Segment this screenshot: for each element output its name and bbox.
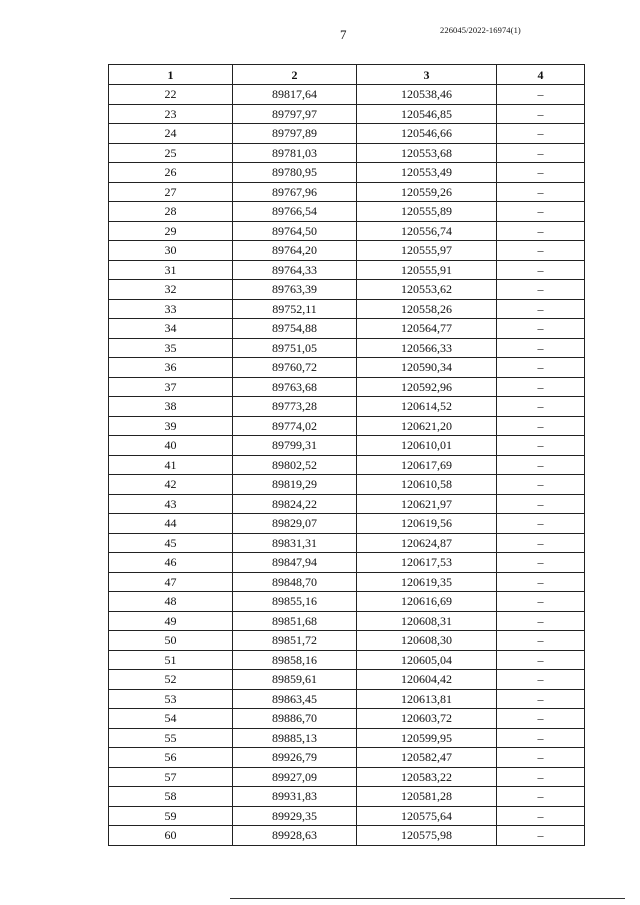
point-number-cell: 50 — [109, 631, 233, 651]
y-coordinate-cell: 120559,26 — [357, 182, 497, 202]
table-row — [109, 631, 585, 651]
point-number-cell: 24 — [109, 124, 233, 144]
footer-divider — [230, 898, 625, 899]
y-coordinate-cell: 120599,95 — [357, 728, 497, 748]
x-coordinate-cell: 89764,50 — [233, 221, 357, 241]
coordinates-table — [108, 64, 585, 846]
x-coordinate-cell: 89851,72 — [233, 631, 357, 651]
point-number-cell: 57 — [109, 767, 233, 787]
table-row — [109, 397, 585, 417]
point-number-cell: 55 — [109, 728, 233, 748]
table-row — [109, 436, 585, 456]
document-reference: 226045/2022-16974(1) — [440, 25, 521, 35]
point-number-cell: 28 — [109, 202, 233, 222]
table-row — [109, 241, 585, 261]
table-row — [109, 494, 585, 514]
x-coordinate-cell: 89824,22 — [233, 494, 357, 514]
note-cell: – — [497, 436, 585, 456]
table-row — [109, 650, 585, 670]
y-coordinate-cell: 120556,74 — [357, 221, 497, 241]
y-coordinate-cell: 120614,52 — [357, 397, 497, 417]
table-row — [109, 338, 585, 358]
table-row — [109, 202, 585, 222]
note-cell: – — [497, 377, 585, 397]
table-row — [109, 280, 585, 300]
point-number-cell: 54 — [109, 709, 233, 729]
point-number-cell: 35 — [109, 338, 233, 358]
y-coordinate-cell: 120583,22 — [357, 767, 497, 787]
x-coordinate-cell: 89797,97 — [233, 104, 357, 124]
table-row — [109, 709, 585, 729]
table-row — [109, 104, 585, 124]
note-cell: – — [497, 514, 585, 534]
table-row — [109, 260, 585, 280]
point-number-cell: 44 — [109, 514, 233, 534]
note-cell: – — [497, 572, 585, 592]
point-number-cell: 46 — [109, 553, 233, 573]
x-coordinate-cell: 89802,52 — [233, 455, 357, 475]
x-coordinate-cell: 89760,72 — [233, 358, 357, 378]
x-coordinate-cell: 89855,16 — [233, 592, 357, 612]
note-cell: – — [497, 338, 585, 358]
y-coordinate-cell: 120605,04 — [357, 650, 497, 670]
column-header-1: 1 — [109, 65, 233, 85]
point-number-cell: 59 — [109, 806, 233, 826]
table-row — [109, 163, 585, 183]
table-row — [109, 767, 585, 787]
x-coordinate-cell: 89829,07 — [233, 514, 357, 534]
point-number-cell: 58 — [109, 787, 233, 807]
x-coordinate-cell: 89764,20 — [233, 241, 357, 261]
table-row — [109, 572, 585, 592]
y-coordinate-cell: 120581,28 — [357, 787, 497, 807]
note-cell: – — [497, 319, 585, 339]
table-row — [109, 377, 585, 397]
point-number-cell: 38 — [109, 397, 233, 417]
y-coordinate-cell: 120621,97 — [357, 494, 497, 514]
table-row — [109, 592, 585, 612]
y-coordinate-cell: 120592,96 — [357, 377, 497, 397]
table-row — [109, 475, 585, 495]
point-number-cell: 25 — [109, 143, 233, 163]
note-cell: – — [497, 299, 585, 319]
note-cell: – — [497, 143, 585, 163]
point-number-cell: 47 — [109, 572, 233, 592]
note-cell: – — [497, 592, 585, 612]
note-cell: – — [497, 475, 585, 495]
table-row — [109, 221, 585, 241]
point-number-cell: 30 — [109, 241, 233, 261]
y-coordinate-cell: 120564,77 — [357, 319, 497, 339]
x-coordinate-cell: 89851,68 — [233, 611, 357, 631]
point-number-cell: 31 — [109, 260, 233, 280]
table-row — [109, 85, 585, 105]
note-cell: – — [497, 533, 585, 553]
table-row — [109, 182, 585, 202]
point-number-cell: 34 — [109, 319, 233, 339]
point-number-cell: 40 — [109, 436, 233, 456]
table-row — [109, 319, 585, 339]
note-cell: – — [497, 358, 585, 378]
x-coordinate-cell: 89817,64 — [233, 85, 357, 105]
x-coordinate-cell: 89754,88 — [233, 319, 357, 339]
table-row — [109, 728, 585, 748]
note-cell: – — [497, 397, 585, 417]
point-number-cell: 32 — [109, 280, 233, 300]
point-number-cell: 33 — [109, 299, 233, 319]
point-number-cell: 49 — [109, 611, 233, 631]
y-coordinate-cell: 120575,98 — [357, 826, 497, 846]
y-coordinate-cell: 120617,53 — [357, 553, 497, 573]
note-cell: – — [497, 767, 585, 787]
x-coordinate-cell: 89885,13 — [233, 728, 357, 748]
table-header-row — [109, 65, 585, 85]
x-coordinate-cell: 89886,70 — [233, 709, 357, 729]
x-coordinate-cell: 89863,45 — [233, 689, 357, 709]
y-coordinate-cell: 120616,69 — [357, 592, 497, 612]
y-coordinate-cell: 120553,49 — [357, 163, 497, 183]
table-row — [109, 826, 585, 846]
note-cell: – — [497, 611, 585, 631]
note-cell: – — [497, 748, 585, 768]
table-row — [109, 124, 585, 144]
x-coordinate-cell: 89797,89 — [233, 124, 357, 144]
table-row — [109, 670, 585, 690]
x-coordinate-cell: 89764,33 — [233, 260, 357, 280]
y-coordinate-cell: 120558,26 — [357, 299, 497, 319]
x-coordinate-cell: 89926,79 — [233, 748, 357, 768]
note-cell: – — [497, 280, 585, 300]
note-cell: – — [497, 455, 585, 475]
table-row — [109, 787, 585, 807]
point-number-cell: 36 — [109, 358, 233, 378]
x-coordinate-cell: 89927,09 — [233, 767, 357, 787]
y-coordinate-cell: 120553,62 — [357, 280, 497, 300]
x-coordinate-cell: 89751,05 — [233, 338, 357, 358]
note-cell: – — [497, 709, 585, 729]
y-coordinate-cell: 120621,20 — [357, 416, 497, 436]
x-coordinate-cell: 89752,11 — [233, 299, 357, 319]
x-coordinate-cell: 89929,35 — [233, 806, 357, 826]
y-coordinate-cell: 120613,81 — [357, 689, 497, 709]
y-coordinate-cell: 120619,35 — [357, 572, 497, 592]
note-cell: – — [497, 787, 585, 807]
x-coordinate-cell: 89928,63 — [233, 826, 357, 846]
y-coordinate-cell: 120617,69 — [357, 455, 497, 475]
table-row — [109, 553, 585, 573]
point-number-cell: 23 — [109, 104, 233, 124]
x-coordinate-cell: 89858,16 — [233, 650, 357, 670]
table-row — [109, 416, 585, 436]
y-coordinate-cell: 120610,01 — [357, 436, 497, 456]
point-number-cell: 51 — [109, 650, 233, 670]
x-coordinate-cell: 89847,94 — [233, 553, 357, 573]
column-header-4: 4 — [497, 65, 585, 85]
table-row — [109, 806, 585, 826]
x-coordinate-cell: 89831,31 — [233, 533, 357, 553]
y-coordinate-cell: 120538,46 — [357, 85, 497, 105]
note-cell: – — [497, 182, 585, 202]
y-coordinate-cell: 120546,66 — [357, 124, 497, 144]
x-coordinate-cell: 89773,28 — [233, 397, 357, 417]
note-cell: – — [497, 806, 585, 826]
column-header-3: 3 — [357, 65, 497, 85]
note-cell: – — [497, 163, 585, 183]
note-cell: – — [497, 221, 585, 241]
column-header-2: 2 — [233, 65, 357, 85]
y-coordinate-cell: 120608,31 — [357, 611, 497, 631]
y-coordinate-cell: 120575,64 — [357, 806, 497, 826]
point-number-cell: 48 — [109, 592, 233, 612]
point-number-cell: 53 — [109, 689, 233, 709]
y-coordinate-cell: 120566,33 — [357, 338, 497, 358]
page-number: 7 — [340, 27, 347, 42]
y-coordinate-cell: 120603,72 — [357, 709, 497, 729]
table-row — [109, 299, 585, 319]
note-cell: – — [497, 553, 585, 573]
y-coordinate-cell: 120624,87 — [357, 533, 497, 553]
x-coordinate-cell: 89766,54 — [233, 202, 357, 222]
point-number-cell: 29 — [109, 221, 233, 241]
point-number-cell: 27 — [109, 182, 233, 202]
note-cell: – — [497, 124, 585, 144]
point-number-cell: 37 — [109, 377, 233, 397]
x-coordinate-cell: 89931,83 — [233, 787, 357, 807]
note-cell: – — [497, 104, 585, 124]
point-number-cell: 56 — [109, 748, 233, 768]
x-coordinate-cell: 89799,31 — [233, 436, 357, 456]
y-coordinate-cell: 120555,89 — [357, 202, 497, 222]
y-coordinate-cell: 120546,85 — [357, 104, 497, 124]
table-row — [109, 455, 585, 475]
x-coordinate-cell: 89780,95 — [233, 163, 357, 183]
y-coordinate-cell: 120553,68 — [357, 143, 497, 163]
point-number-cell: 52 — [109, 670, 233, 690]
note-cell: – — [497, 494, 585, 514]
note-cell: – — [497, 416, 585, 436]
x-coordinate-cell: 89774,02 — [233, 416, 357, 436]
point-number-cell: 42 — [109, 475, 233, 495]
point-number-cell: 26 — [109, 163, 233, 183]
table-body — [109, 85, 585, 846]
point-number-cell: 45 — [109, 533, 233, 553]
note-cell: – — [497, 728, 585, 748]
note-cell: – — [497, 689, 585, 709]
y-coordinate-cell: 120604,42 — [357, 670, 497, 690]
note-cell: – — [497, 826, 585, 846]
table-row — [109, 514, 585, 534]
x-coordinate-cell: 89767,96 — [233, 182, 357, 202]
y-coordinate-cell: 120619,56 — [357, 514, 497, 534]
note-cell: – — [497, 650, 585, 670]
note-cell: – — [497, 85, 585, 105]
table-row — [109, 143, 585, 163]
note-cell: – — [497, 202, 585, 222]
y-coordinate-cell: 120555,91 — [357, 260, 497, 280]
y-coordinate-cell: 120590,34 — [357, 358, 497, 378]
point-number-cell: 22 — [109, 85, 233, 105]
note-cell: – — [497, 241, 585, 261]
table-row — [109, 358, 585, 378]
note-cell: – — [497, 670, 585, 690]
x-coordinate-cell: 89781,03 — [233, 143, 357, 163]
y-coordinate-cell: 120555,97 — [357, 241, 497, 261]
point-number-cell: 43 — [109, 494, 233, 514]
y-coordinate-cell: 120582,47 — [357, 748, 497, 768]
x-coordinate-cell: 89763,68 — [233, 377, 357, 397]
point-number-cell: 39 — [109, 416, 233, 436]
point-number-cell: 41 — [109, 455, 233, 475]
x-coordinate-cell: 89819,29 — [233, 475, 357, 495]
x-coordinate-cell: 89848,70 — [233, 572, 357, 592]
x-coordinate-cell: 89763,39 — [233, 280, 357, 300]
point-number-cell: 60 — [109, 826, 233, 846]
y-coordinate-cell: 120608,30 — [357, 631, 497, 651]
table-row — [109, 533, 585, 553]
y-coordinate-cell: 120610,58 — [357, 475, 497, 495]
table-row — [109, 611, 585, 631]
table-row — [109, 748, 585, 768]
note-cell: – — [497, 260, 585, 280]
x-coordinate-cell: 89859,61 — [233, 670, 357, 690]
note-cell: – — [497, 631, 585, 651]
table-row — [109, 689, 585, 709]
